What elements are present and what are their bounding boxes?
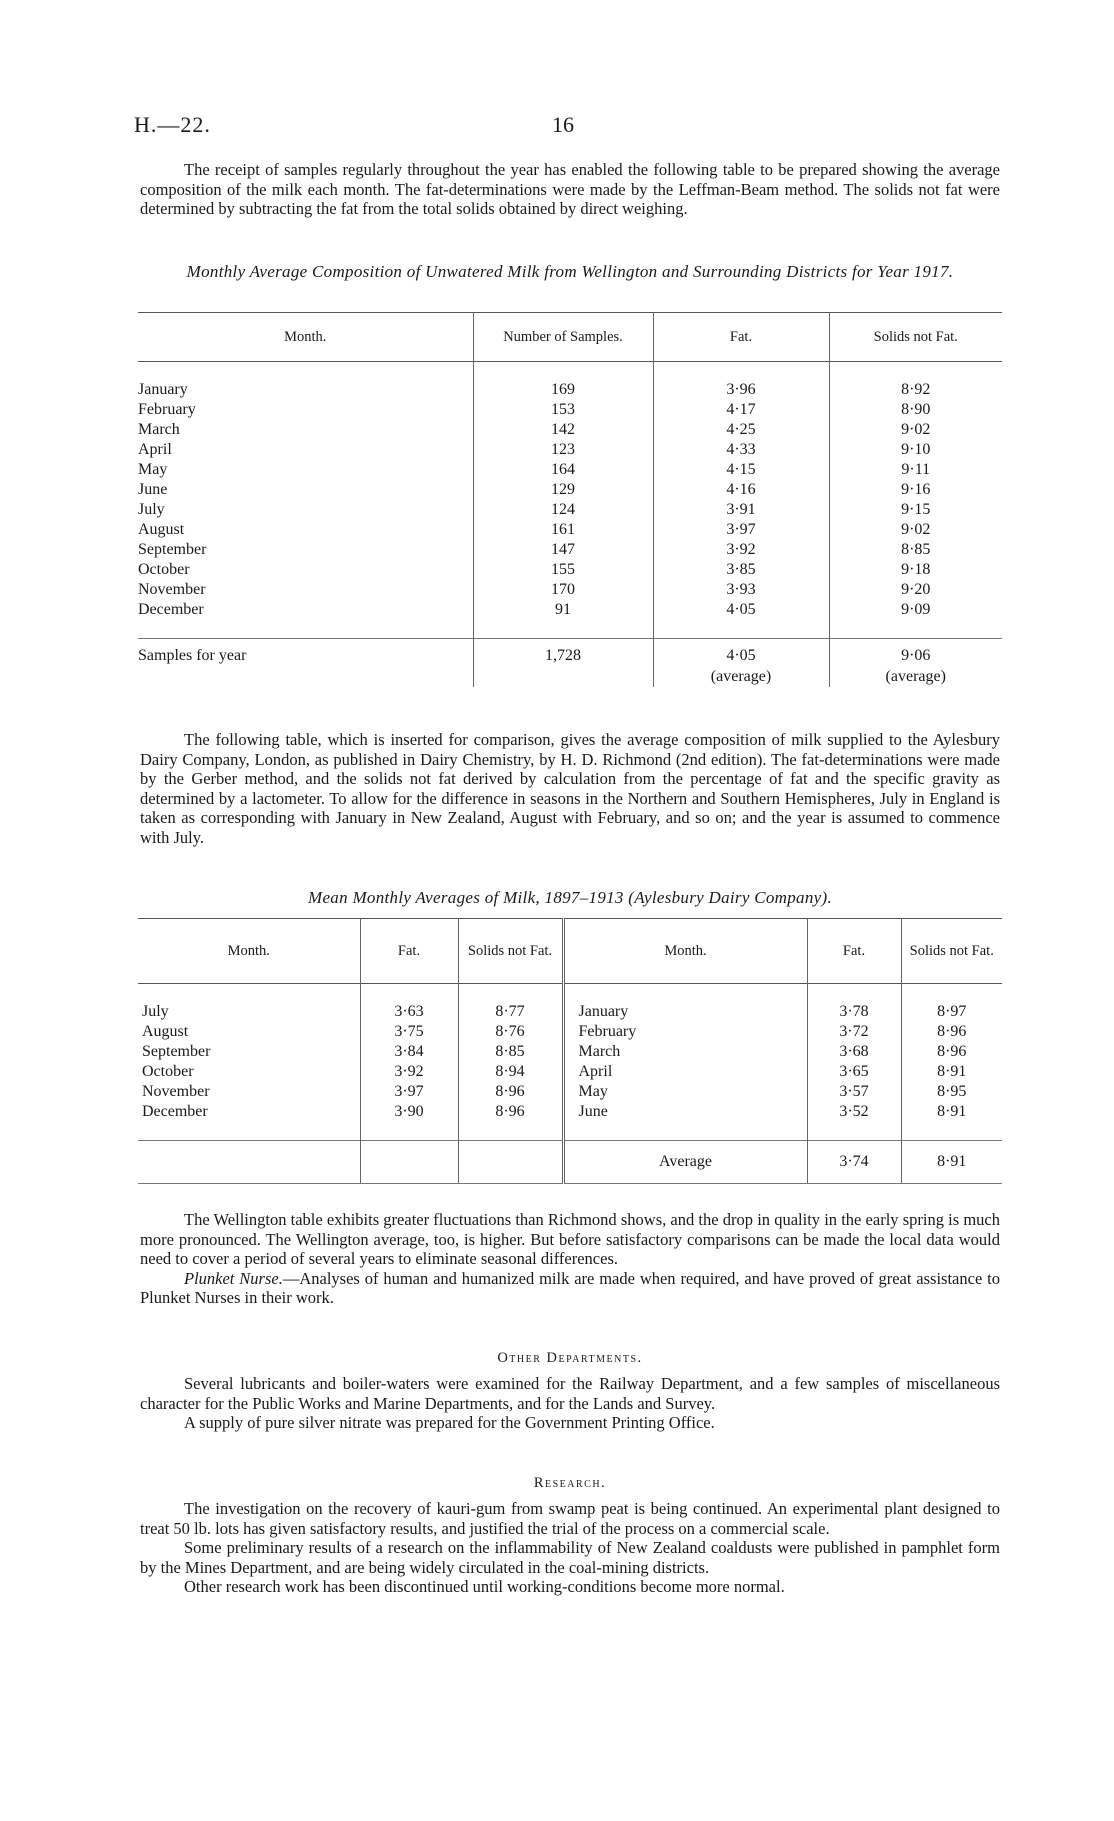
plunket-paragraph	[140, 1269, 1000, 1308]
fat-cell: 3·84	[360, 1042, 458, 1062]
samples-cell: 164	[473, 460, 653, 480]
other-departments-heading: Other Departments.	[497, 1350, 643, 1366]
month-cell	[138, 380, 473, 400]
table2-header-row	[138, 919, 1002, 984]
table-row	[138, 500, 1002, 520]
month-cell	[138, 560, 473, 580]
fat-cell: 3·92	[653, 540, 829, 560]
other-departments-section	[140, 1374, 1000, 1433]
table-row	[138, 440, 1002, 460]
month-cell: September	[142, 1043, 211, 1060]
fat-cell: 3·85	[653, 560, 829, 580]
samples-cell: 153	[473, 400, 653, 420]
month-name: October	[138, 561, 190, 578]
total-row	[138, 639, 1002, 668]
snf-cell: 8·94	[458, 1062, 563, 1082]
fat-cell: 3·68	[807, 1042, 901, 1062]
month-cell	[138, 420, 473, 440]
t2-header-fat-2: Fat.	[807, 919, 901, 984]
wellington-milk-table	[138, 312, 1002, 687]
fat-cell: 3·75	[360, 1022, 458, 1042]
snf-cell: 8·95	[901, 1082, 1002, 1102]
samples-cell: 155	[473, 560, 653, 580]
fat-cell: 3·52	[807, 1102, 901, 1122]
fat-cell: 4·33	[653, 440, 829, 460]
fat-cell: 3·91	[653, 500, 829, 520]
empty-cell	[138, 667, 473, 687]
samples-cell: 129	[473, 480, 653, 500]
fat-cell: 3·93	[653, 580, 829, 600]
empty-cell	[138, 1141, 360, 1184]
table-row	[138, 380, 1002, 400]
month-cell	[138, 400, 473, 420]
table-row	[138, 600, 1002, 620]
month-cell	[138, 580, 473, 600]
plunket-title: Plunket Nurse.	[184, 1268, 283, 1288]
month-cell: December	[142, 1103, 208, 1120]
snf-cell: 8·76	[458, 1022, 563, 1042]
month-name: April	[138, 441, 172, 458]
month-name: September	[138, 541, 207, 558]
t2-header-snf-1: Solids not Fat.	[458, 919, 563, 984]
table-row	[138, 580, 1002, 600]
table-row	[138, 1062, 1002, 1082]
snf-cell: 8·96	[458, 1102, 563, 1122]
average-fat: 3·74	[807, 1141, 901, 1184]
t2-header-snf-2: Solids not Fat.	[901, 919, 1002, 984]
table-row	[138, 1042, 1002, 1062]
table-row	[138, 460, 1002, 480]
samples-cell: 142	[473, 420, 653, 440]
fat-average-note: (average)	[653, 667, 829, 687]
other-departments-text-1: Several lubricants and boiler-waters were examined for the Railway Department, and a few samples of miscellaneous character for the Public Works and Marine Departments, and for the Lands and Survey.	[140, 1374, 1000, 1413]
aylesbury-milk-table	[138, 918, 1002, 1184]
discussion-text: The Wellington table exhibits greater fluctuations than Richmond shows, and the drop in quality in the early spring is much more pronounced. The Wellington average, too, is higher. But before satisfactory comparisons can be made the local data would need to cover a period of several years to eliminate seasonal differences.	[140, 1210, 1000, 1269]
t2-header-fat-1: Fat.	[360, 919, 458, 984]
samples-cell: 123	[473, 440, 653, 460]
table1-header-row	[138, 313, 1002, 362]
month-cell	[138, 460, 473, 480]
average-label: Average	[563, 1141, 807, 1184]
snf-cell: 8·92	[829, 380, 1002, 400]
month-name: August	[138, 521, 185, 538]
table-row	[138, 1082, 1002, 1102]
fat-cell: 3·90	[360, 1102, 458, 1122]
month-cell: January	[563, 1002, 807, 1022]
snf-cell: 8·90	[829, 400, 1002, 420]
fat-cell: 3·65	[807, 1062, 901, 1082]
average-fat: 4·05	[653, 639, 829, 668]
fat-cell: 3·96	[653, 380, 829, 400]
month-cell	[138, 520, 473, 540]
fat-cell: 4·25	[653, 420, 829, 440]
month-cell: February	[563, 1022, 807, 1042]
table-row	[138, 420, 1002, 440]
snf-cell: 9·15	[829, 500, 1002, 520]
table-row	[138, 1022, 1002, 1042]
snf-cell: 8·96	[901, 1022, 1002, 1042]
snf-cell: 9·18	[829, 560, 1002, 580]
research-text-2: Some preliminary results of a research on the inflammability of New Zealand coaldusts were published in pamphlet form by the Mines Department, and are being widely circulated in the coal-mining districts.	[140, 1538, 1000, 1577]
month-cell: March	[563, 1042, 807, 1062]
t2-header-month-2: Month.	[563, 919, 807, 984]
snf-cell: 8·77	[458, 1002, 563, 1022]
average-snf: 8·91	[901, 1141, 1002, 1184]
fat-cell: 3·63	[360, 1002, 458, 1022]
t1-header-fat: Fat.	[653, 313, 829, 362]
snf-cell: 8·85	[458, 1042, 563, 1062]
average-row	[138, 1141, 1002, 1184]
plunket-text: —Analyses of human and humanized milk are made when required, and have proved of great assistance to Plunket Nurses in their work.	[140, 1268, 1000, 1308]
empty-cell	[458, 1141, 563, 1184]
snf-cell: 8·96	[901, 1042, 1002, 1062]
month-name: May	[138, 461, 168, 478]
month-cell	[138, 440, 473, 460]
fat-cell: 3·97	[653, 520, 829, 540]
research-heading: Research.	[533, 1475, 607, 1491]
fat-cell: 4·16	[653, 480, 829, 500]
table-row	[138, 400, 1002, 420]
table-row	[138, 540, 1002, 560]
table2-caption: Mean Monthly Averages of Milk, 1897–1913 (Aylesbury Dairy Company).	[307, 888, 833, 907]
snf-cell: 9·10	[829, 440, 1002, 460]
t1-header-samples: Number of Samples.	[473, 313, 653, 362]
empty-cell	[360, 1141, 458, 1184]
fat-cell: 3·92	[360, 1062, 458, 1082]
month-cell: April	[563, 1062, 807, 1082]
month-name: June	[138, 481, 168, 498]
month-name: July	[138, 501, 165, 518]
samples-cell: 91	[473, 600, 653, 620]
other-departments-text-2: A supply of pure silver nitrate was prepared for the Government Printing Office.	[184, 1413, 715, 1433]
table-row	[138, 1102, 1002, 1122]
table-row	[138, 1002, 1002, 1022]
month-cell: October	[142, 1063, 194, 1080]
comparison-paragraph	[140, 730, 1000, 848]
t1-header-month: Month.	[284, 328, 327, 345]
fat-cell: 3·57	[807, 1082, 901, 1102]
empty-cell	[473, 667, 653, 687]
discussion-paragraph	[140, 1210, 1000, 1308]
table-row	[138, 520, 1002, 540]
month-name: March	[138, 421, 180, 438]
intro-text: The receipt of samples regularly throughout the year has enabled the following table to be prepared showing the average composition of the milk each month. The fat-determinations were made by the Leffman-Beam method. The solids not fat were determined by subtracting the fat from the total solids obtained by direct weighing.	[140, 160, 1000, 219]
t1-header-snf: Solids not Fat.	[829, 313, 1002, 362]
research-text-1: The investigation on the recovery of kauri-gum from swamp peat is being continued. An experimental plant designed to treat 50 lb. lots has given satisfactory results, and justified the trial of the process on a commercial scale.	[140, 1499, 1000, 1538]
document-reference: H.—22.	[134, 112, 211, 137]
snf-cell: 8·91	[901, 1062, 1002, 1082]
table-row	[138, 480, 1002, 500]
snf-cell: 8·96	[458, 1082, 563, 1102]
snf-cell: 8·91	[901, 1102, 1002, 1122]
month-cell	[138, 500, 473, 520]
fat-cell: 3·72	[807, 1022, 901, 1042]
spacer-row	[138, 620, 1002, 639]
snf-cell: 9·16	[829, 480, 1002, 500]
snf-cell: 8·97	[901, 1002, 1002, 1022]
month-cell: June	[563, 1102, 807, 1122]
fat-cell: 4·05	[653, 600, 829, 620]
samples-cell: 161	[473, 520, 653, 540]
snf-cell: 9·02	[829, 420, 1002, 440]
table-row	[138, 560, 1002, 580]
month-cell: November	[142, 1083, 210, 1100]
samples-cell: 147	[473, 540, 653, 560]
samples-cell: 124	[473, 500, 653, 520]
snf-cell: 9·11	[829, 460, 1002, 480]
fat-cell: 4·15	[653, 460, 829, 480]
month-name: December	[138, 601, 204, 618]
table1-caption: Monthly Average Composition of Unwatered Milk from Wellington and Surrounding Districts for Year 1917.	[186, 262, 954, 281]
month-cell: May	[563, 1082, 807, 1102]
intro-paragraph	[140, 160, 1000, 219]
average-snf: 9·06	[829, 639, 1002, 668]
month-name: November	[138, 581, 206, 598]
month-cell	[138, 540, 473, 560]
month-name: February	[138, 401, 196, 418]
month-cell	[138, 600, 473, 620]
spacer-row	[138, 1122, 1002, 1141]
fat-cell: 3·97	[360, 1082, 458, 1102]
month-cell: August	[142, 1023, 189, 1040]
total-samples: 1,728	[473, 639, 653, 668]
snf-average-note: (average)	[829, 667, 1002, 687]
research-text-3: Other research work has been discontinued until working-conditions become more normal.	[184, 1577, 785, 1597]
samples-cell: 170	[473, 580, 653, 600]
snf-cell: 8·85	[829, 540, 1002, 560]
fat-cell: 3·78	[807, 1002, 901, 1022]
average-note-row	[138, 667, 1002, 687]
month-cell	[138, 480, 473, 500]
page-number: 16	[552, 112, 574, 137]
month-cell: July	[142, 1003, 169, 1020]
snf-cell: 9·20	[829, 580, 1002, 600]
month-name: January	[138, 381, 188, 398]
research-section	[140, 1499, 1000, 1597]
snf-cell: 9·09	[829, 600, 1002, 620]
comparison-text: The following table, which is inserted for comparison, gives the average composition of milk supplied to the Aylesbury Dairy Company, London, as published in Dairy Chemistry, by H. D. Richmond (2nd edition). The fat-determinations were made by the Gerber method, and the solids not fat derived by calculation from the percentage of fat and the specific gravity as determined by a lactometer. To allow for the difference in seasons in the Northern and Southern Hemispheres, July in England is taken as corresponding with January in New Zealand, August with February, and so on; and the year is assumed to commence with July.	[140, 730, 1000, 847]
snf-cell: 9·02	[829, 520, 1002, 540]
total-label: Samples for year	[138, 647, 247, 664]
t2-header-month-1: Month.	[227, 942, 270, 959]
fat-cell: 4·17	[653, 400, 829, 420]
samples-cell: 169	[473, 380, 653, 400]
